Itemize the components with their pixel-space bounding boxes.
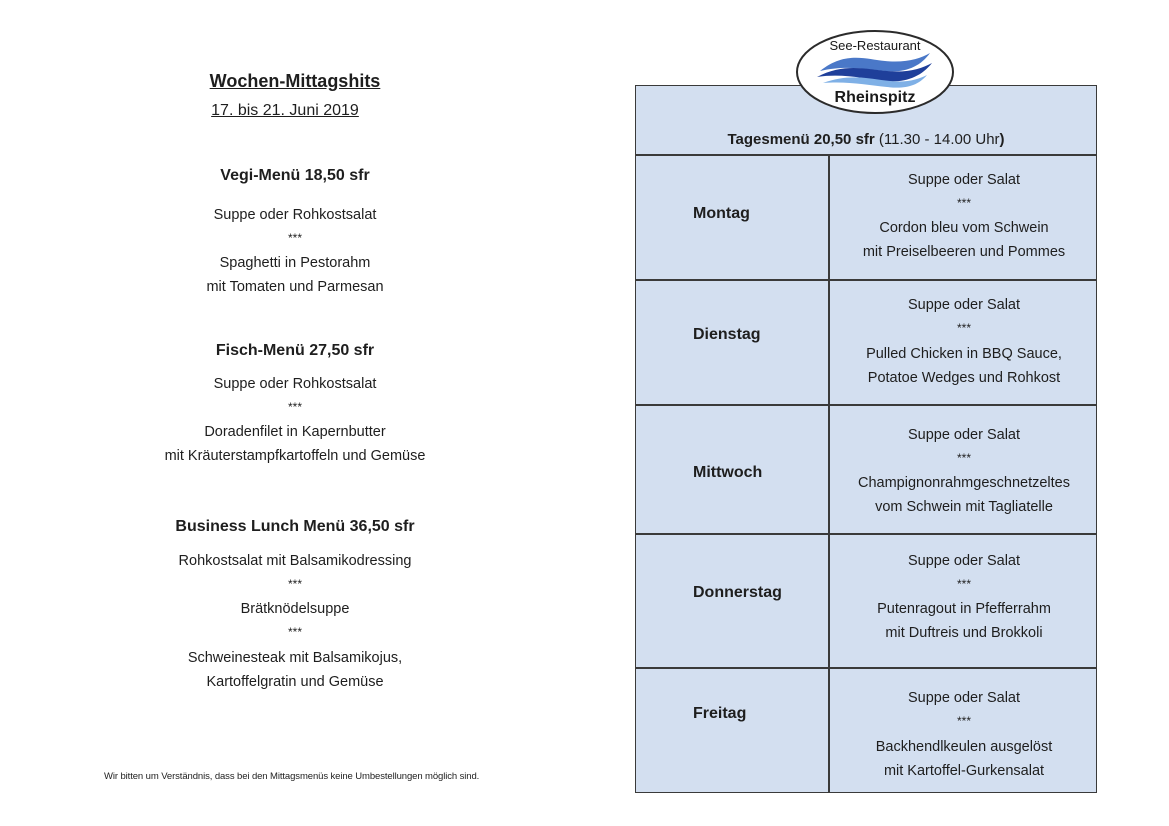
day-menu-separator: ***: [956, 451, 971, 465]
business-menu-separator: ***: [287, 577, 302, 591]
vegi-menu-line: mit Tomaten und Parmesan: [206, 279, 384, 295]
vegi-menu-title: Vegi-Menü 18,50 sfr: [220, 167, 370, 184]
day-label-dienstag: Dienstag: [693, 326, 761, 343]
day-label-mittwoch: Mittwoch: [693, 464, 763, 481]
day-label-freitag: Freitag: [693, 705, 747, 722]
restaurant-logo: [795, 29, 955, 115]
vegi-menu-separator: ***: [287, 231, 302, 245]
day-menu-line: mit Kartoffel-Gurkensalat: [883, 763, 1045, 779]
business-menu-line: Brätknödelsuppe: [240, 601, 350, 617]
day-menu-line: mit Duftreis und Brokkoli: [885, 625, 1043, 641]
day-menu-line: Suppe oder Salat: [907, 297, 1021, 313]
day-menu-separator: ***: [956, 714, 971, 728]
daily-menu-time: (11.30 - 14.00 Uhr: [878, 131, 1000, 148]
row-divider: [636, 154, 1096, 156]
page-title: Wochen-Mittagshits: [209, 71, 381, 91]
daily-menu-panel: [635, 85, 1097, 793]
day-menu-line: mit Preiselbeeren und Pommes: [862, 244, 1066, 260]
date-range: 17. bis 21. Juni 2019: [211, 102, 359, 119]
fish-menu-line: mit Kräuterstampfkartoffeln und Gemüse: [164, 448, 426, 464]
day-menu-line: Suppe oder Salat: [907, 690, 1021, 706]
day-menu-separator: ***: [956, 321, 971, 335]
fish-menu-line: Doradenfilet in Kapernbutter: [204, 424, 386, 440]
business-menu-line: Schweinesteak mit Balsamikojus,: [187, 650, 403, 666]
business-menu-title: Business Lunch Menü 36,50 sfr: [175, 518, 415, 535]
fish-menu-line: Suppe oder Rohkostsalat: [213, 376, 377, 392]
day-label-montag: Montag: [693, 205, 750, 222]
logo-bottom-text: Rheinspitz: [834, 89, 916, 106]
day-menu-line: Potatoe Wedges und Rohkost: [867, 370, 1061, 386]
day-menu-line: Backhendlkeulen ausgelöst: [875, 739, 1053, 755]
day-menu-separator: ***: [956, 577, 971, 591]
day-menu-line: Putenragout in Pfefferrahm: [877, 601, 1051, 617]
day-menu-line: Suppe oder Salat: [907, 427, 1021, 443]
daily-menu-time-close: ): [999, 131, 1005, 148]
business-menu-line: Rohkostsalat mit Balsamikodressing: [178, 553, 412, 569]
vegi-menu-line: Suppe oder Rohkostsalat: [213, 207, 377, 223]
day-menu-line: Pulled Chicken in BBQ Sauce,: [866, 346, 1062, 362]
day-menu-line: Suppe oder Salat: [907, 172, 1021, 188]
daily-menu-header: [636, 131, 1096, 148]
business-menu-separator: ***: [287, 625, 302, 639]
day-label-donnerstag: Donnerstag: [693, 584, 782, 601]
day-menu-line: vom Schwein mit Tagliatelle: [875, 499, 1053, 515]
footnote: Wir bitten um Verständnis, dass bei den Mittagsmenüs keine Umbestellungen möglich sind.: [104, 771, 480, 782]
business-menu-line: Kartoffelgratin und Gemüse: [206, 674, 384, 690]
day-menu-line: Suppe oder Salat: [907, 553, 1021, 569]
fish-menu-title: Fisch-Menü 27,50 sfr: [215, 342, 375, 359]
row-divider: [636, 533, 1096, 535]
fish-menu-separator: ***: [287, 400, 302, 414]
day-menu-separator: ***: [956, 196, 971, 210]
daily-menu-price: Tagesmenü 20,50 sfr: [727, 131, 875, 148]
day-menu-line: Champignonrahmgeschnetzeltes: [858, 475, 1070, 491]
logo-top-text: See-Restaurant: [829, 38, 921, 53]
row-divider: [636, 279, 1096, 281]
row-divider: [636, 404, 1096, 406]
day-menu-line: Cordon bleu vom Schwein: [879, 220, 1049, 236]
row-divider: [636, 667, 1096, 669]
vegi-menu-line: Spaghetti in Pestorahm: [219, 255, 371, 271]
